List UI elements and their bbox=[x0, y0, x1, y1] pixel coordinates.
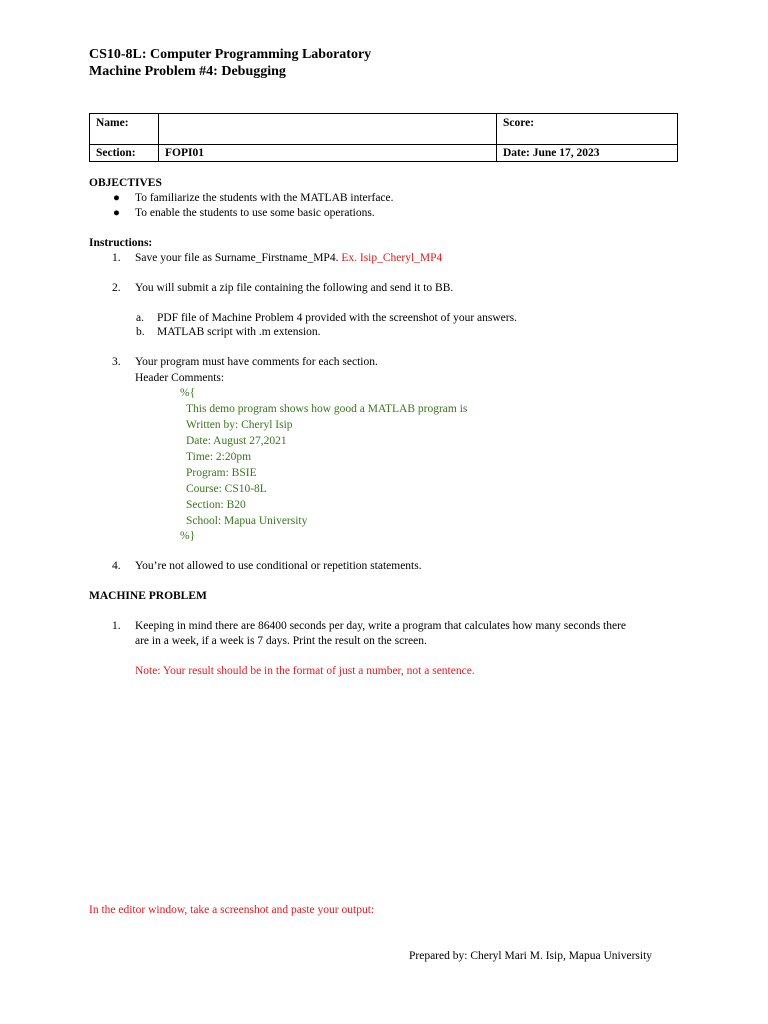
sub-item-a: PDF file of Machine Problem 4 provided with the screenshot of your answers. bbox=[157, 312, 517, 324]
comment-line: Written by: Cheryl Isip bbox=[186, 419, 293, 431]
prepared-by: Prepared by: Cheryl Mari M. Isip, Mapua University bbox=[409, 950, 653, 962]
machine-problem-heading: MACHINE PROBLEM bbox=[89, 590, 207, 602]
info-table bbox=[89, 113, 678, 162]
list-number: 3. bbox=[112, 356, 121, 368]
comment-line: Time: 2:20pm bbox=[186, 451, 252, 463]
instruction-item-4: You’re not allowed to use conditional or repetition statements. bbox=[135, 560, 422, 572]
list-number: 4. bbox=[112, 560, 121, 572]
list-number: 2. bbox=[112, 282, 121, 294]
problem-text-line: Keeping in mind there are 86400 seconds per day, write a program that calculates how many seconds there bbox=[135, 620, 627, 632]
name-field[interactable] bbox=[159, 114, 497, 145]
name-label: Name: bbox=[90, 114, 159, 145]
list-letter: b. bbox=[136, 326, 145, 338]
header-comments-label: Header Comments: bbox=[135, 372, 225, 384]
comment-line: Course: CS10-8L bbox=[186, 483, 267, 495]
filename-example: Ex. Isip_Cheryl_MP4 bbox=[341, 252, 443, 264]
list-letter: a. bbox=[136, 312, 144, 324]
list-number: 1. bbox=[112, 252, 121, 264]
comment-line: School: Mapua University bbox=[186, 515, 308, 527]
instruction-item-3: Your program must have comments for each section. bbox=[135, 356, 378, 368]
comment-line: Section: B20 bbox=[186, 499, 246, 511]
comment-line: %} bbox=[180, 530, 196, 542]
sub-item-b: MATLAB script with .m extension. bbox=[157, 326, 321, 338]
section-label: Section: bbox=[90, 145, 159, 162]
score-cell[interactable] bbox=[497, 114, 678, 145]
objective-item: To familiarize the students with the MATLAB interface. bbox=[135, 192, 394, 204]
instructions-heading: Instructions: bbox=[89, 237, 153, 249]
objective-item: To enable the students to use some basic operations. bbox=[135, 207, 375, 219]
instruction-text: Save your file as Surname_Firstname_MP4. bbox=[135, 252, 342, 264]
list-number: 1. bbox=[112, 620, 121, 632]
instruction-item-2: You will submit a zip file containing the following and send it to BB. bbox=[135, 282, 454, 294]
bullet-icon: ● bbox=[113, 192, 120, 204]
instruction-item-1 bbox=[135, 251, 442, 266]
bullet-icon: ● bbox=[113, 207, 120, 219]
format-note: Note: Your result should be in the format of just a number, not a sentence. bbox=[135, 665, 475, 677]
document-title: CS10-8L: Computer Programming Laboratory bbox=[89, 47, 372, 62]
objectives-heading: OBJECTIVES bbox=[89, 177, 162, 189]
comment-line: This demo program shows how good a MATLAB program is bbox=[186, 403, 468, 415]
comment-line: %{ bbox=[180, 387, 196, 399]
section-value: FOPI01 bbox=[159, 145, 497, 162]
comment-line: Date: August 27,2021 bbox=[186, 435, 287, 447]
date-label: Date: June 17, 2023 bbox=[497, 145, 678, 162]
score-label: Score: bbox=[503, 117, 535, 129]
problem-text-line: are in a week, if a week is 7 days. Print the result on the screen. bbox=[135, 635, 427, 647]
editor-note: In the editor window, take a screenshot and paste your output: bbox=[89, 904, 375, 916]
comment-line: Program: BSIE bbox=[186, 467, 257, 479]
document-subtitle: Machine Problem #4: Debugging bbox=[89, 64, 286, 79]
